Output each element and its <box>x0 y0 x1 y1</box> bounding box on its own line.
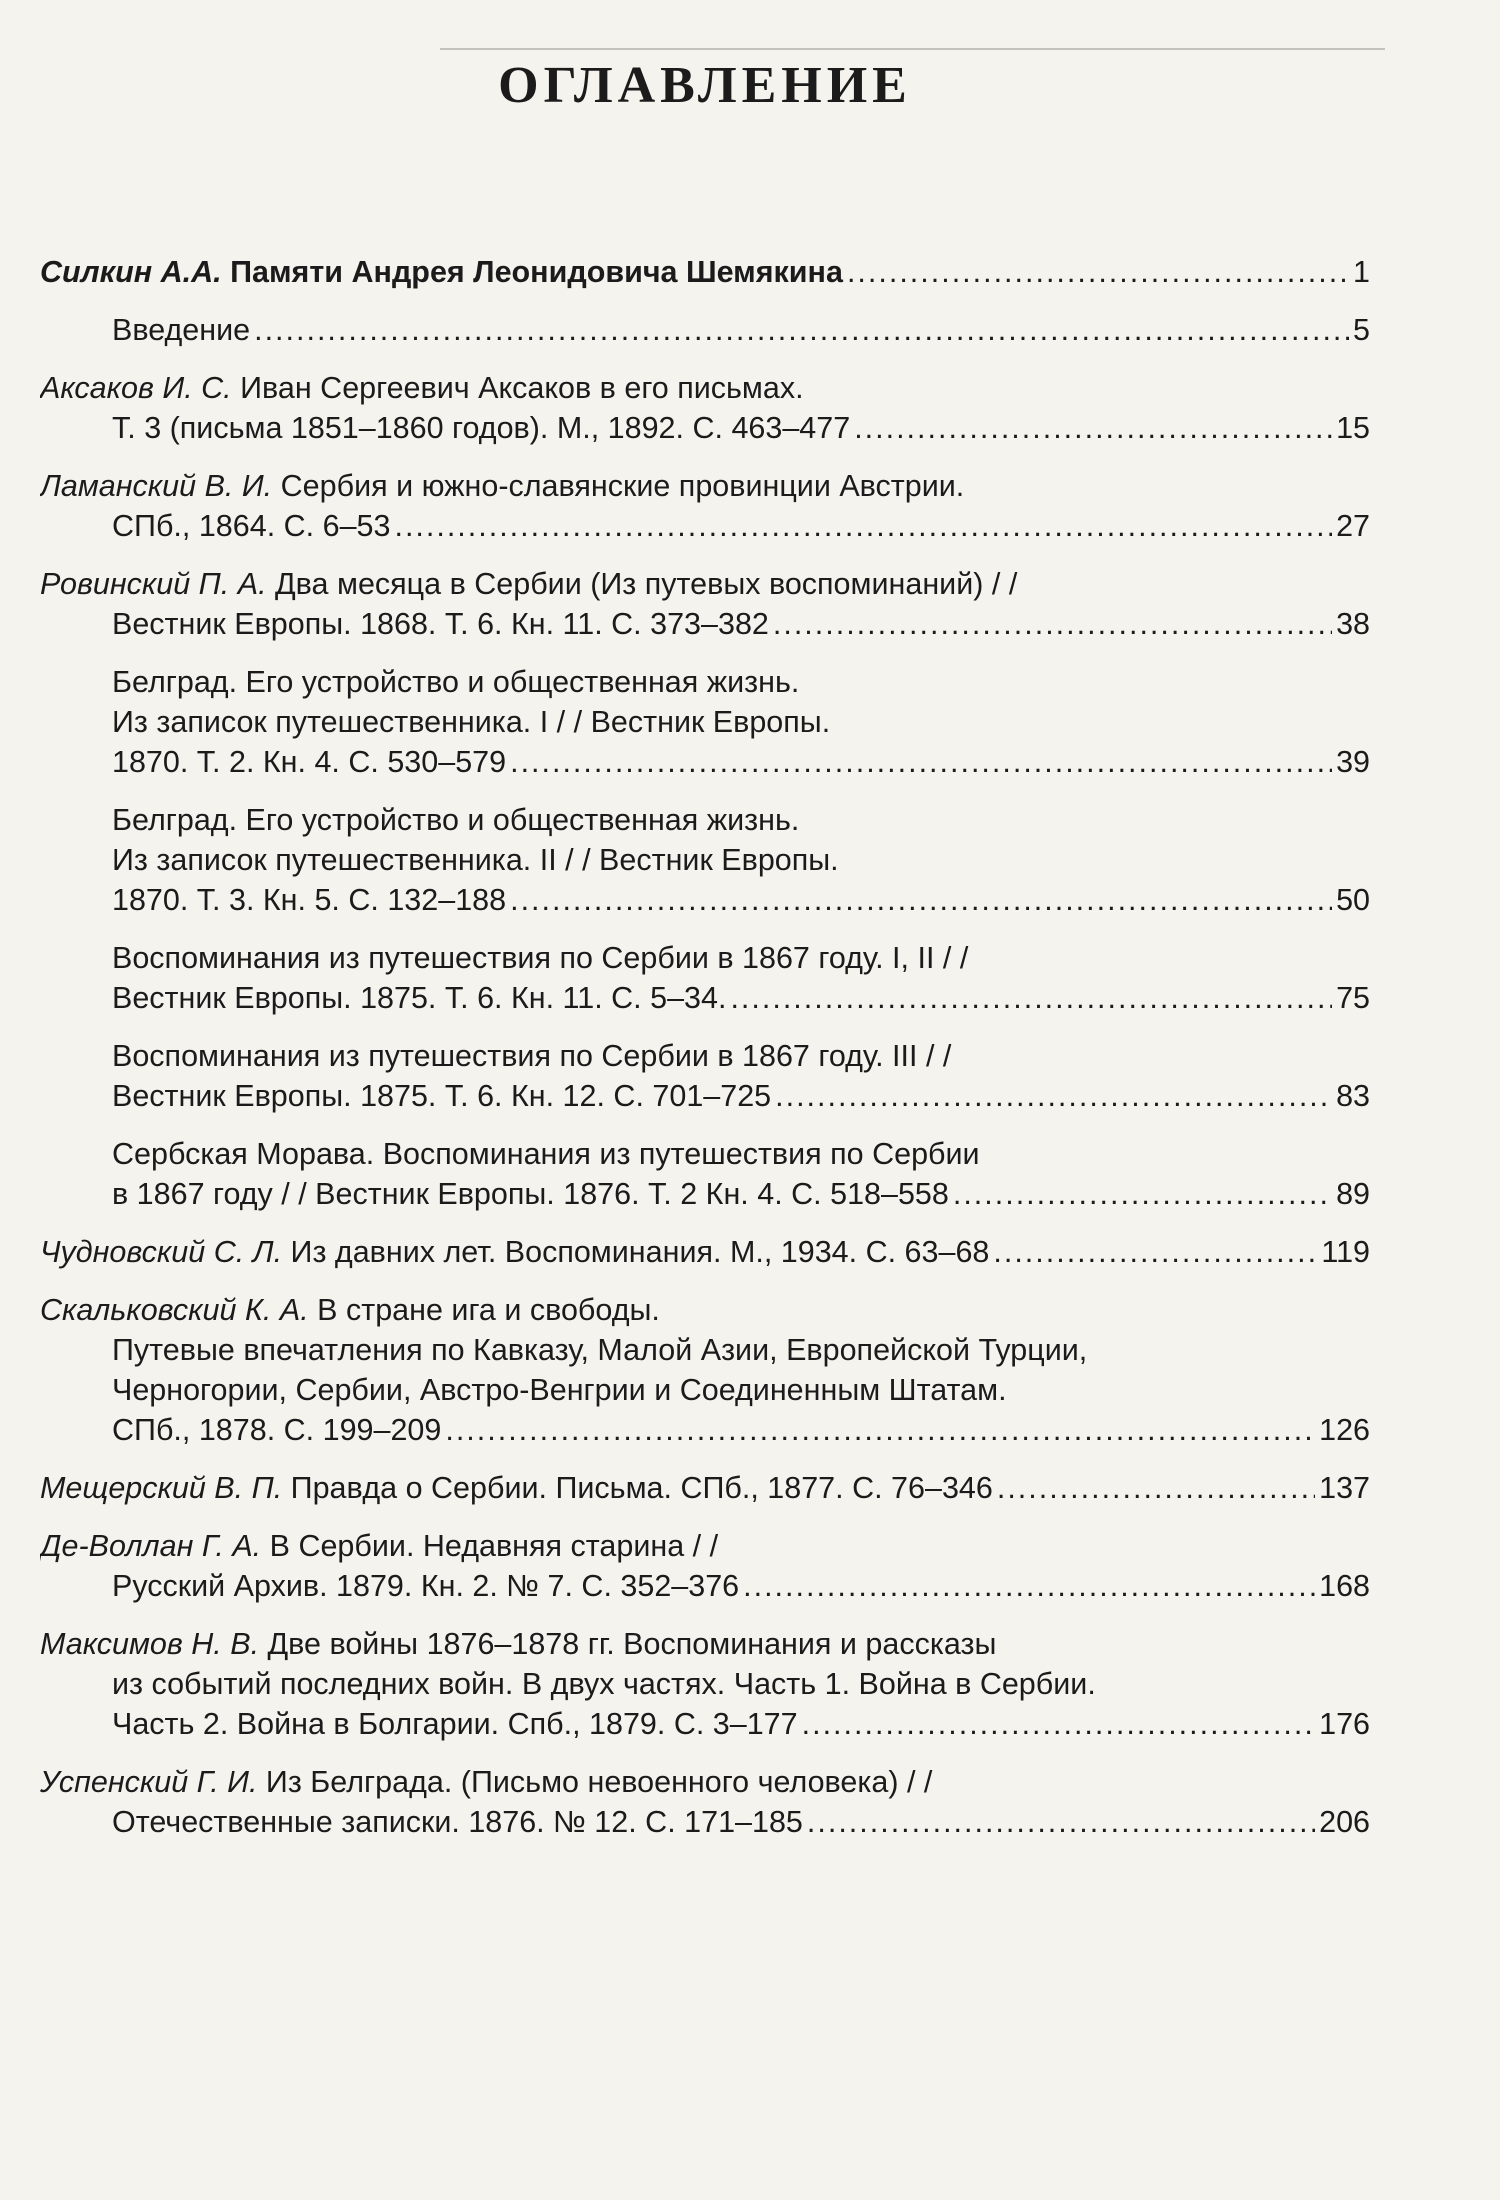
toc-author: Чудновский С. Л. <box>40 1235 283 1269</box>
toc-entry-line <box>40 1704 1370 1744</box>
page-number: 38 <box>1336 607 1370 641</box>
page-number: 5 <box>1353 313 1370 347</box>
dot-leader <box>445 1410 1315 1450</box>
toc-title: в 1867 году / / Вестник Европы. 1876. Т. 2 Кн. 4. С. 518–558 <box>112 1177 949 1211</box>
page-number: 1 <box>1353 255 1370 289</box>
toc-entry <box>40 466 1370 546</box>
toc-entry-head <box>40 368 1370 408</box>
header-rule <box>440 48 1385 50</box>
table-of-contents <box>40 252 1370 1842</box>
toc-entry <box>40 1290 1370 1450</box>
page-number: 75 <box>1336 981 1370 1015</box>
dot-leader <box>510 742 1332 782</box>
dot-leader <box>254 310 1349 350</box>
toc-entry-line: Белград. Его устройство и общественная жизнь. <box>112 665 800 699</box>
toc-entry-line <box>40 310 1370 350</box>
page-title: ОГЛАВЛЕНИЕ <box>498 57 912 114</box>
dot-leader <box>773 604 1332 644</box>
toc-entry <box>40 1134 1370 1214</box>
toc-title: Правда о Сербии. Письма. СПб., 1877. С. 76–346 <box>282 1471 993 1505</box>
toc-title: Памяти Андрея Леонидовича Шемякина <box>221 255 843 289</box>
toc-author: Ламанский В. И. <box>40 469 273 503</box>
page-number: 27 <box>1336 509 1370 543</box>
toc-entry <box>40 1036 1370 1116</box>
toc-author: Ровинский П. А. <box>40 567 267 601</box>
toc-author: Аксаков И. С. <box>40 371 232 405</box>
toc-entry <box>40 800 1370 920</box>
dot-leader <box>953 1174 1332 1214</box>
toc-entry-head <box>40 1290 1370 1330</box>
page-number: 137 <box>1319 1471 1370 1505</box>
toc-entry-line <box>40 1174 1370 1214</box>
toc-author: Максимов Н. В. <box>40 1627 260 1661</box>
page-number: 39 <box>1336 745 1370 779</box>
toc-title: Две войны 1876–1878 гг. Воспоминания и рассказы <box>259 1627 997 1661</box>
toc-entry-line: Из записок путешественника. I / / Вестник Европы. <box>112 705 831 739</box>
toc-entry-line: Воспоминания из путешествия по Сербии в 1867 году. III / / <box>112 1039 952 1073</box>
toc-entry <box>40 1232 1370 1272</box>
toc-title: СПб., 1878. С. 199–209 <box>112 1413 442 1447</box>
page-number: 168 <box>1319 1569 1370 1603</box>
toc-entry-line <box>40 1468 1370 1508</box>
dot-leader <box>730 978 1332 1018</box>
page-number: 50 <box>1336 883 1370 917</box>
toc-title: Из Белграда. (Письмо невоенного человека) / / <box>257 1765 933 1799</box>
toc-entry <box>40 938 1370 1018</box>
toc-entry-line <box>40 408 1370 448</box>
dot-leader <box>802 1704 1315 1744</box>
page-number: 126 <box>1319 1413 1370 1447</box>
toc-author: Успенский Г. И. <box>40 1765 258 1799</box>
toc-entry-head <box>40 1624 1370 1664</box>
toc-title: Русский Архив. 1879. Кн. 2. № 7. С. 352–376 <box>112 1569 740 1603</box>
page-number: 89 <box>1336 1177 1370 1211</box>
dot-leader <box>510 880 1332 920</box>
toc-title: Сербия и южно-славянские провинции Австрии. <box>272 469 965 503</box>
toc-title: Иван Сергеевич Аксаков в его письмах. <box>231 371 804 405</box>
toc-entry-line <box>40 742 1370 782</box>
toc-entry <box>40 1526 1370 1606</box>
page-number: 83 <box>1336 1079 1370 1113</box>
toc-entry-line <box>40 1076 1370 1116</box>
dot-leader <box>743 1566 1315 1606</box>
toc-title: Вестник Европы. 1868. Т. 6. Кн. 11. С. 373–382 <box>112 607 769 641</box>
toc-title: 1870. Т. 3. Кн. 5. С. 132–188 <box>112 883 507 917</box>
dot-leader <box>394 506 1332 546</box>
toc-entry-line: Воспоминания из путешествия по Сербии в 1867 году. I, II / / <box>112 941 969 975</box>
toc-entry-line <box>40 604 1370 644</box>
page-number: 119 <box>1321 1235 1370 1269</box>
toc-entry-line <box>40 1410 1370 1450</box>
toc-title: В стране ига и свободы. <box>308 1293 660 1327</box>
toc-entry-head <box>40 466 1370 506</box>
toc-author: Силкин А.А. <box>40 255 222 289</box>
page-number: 176 <box>1319 1707 1370 1741</box>
toc-entry-line: Из записок путешественника. II / / Вестник Европы. <box>112 843 839 877</box>
toc-title: СПб., 1864. С. 6–53 <box>112 509 391 543</box>
toc-entry-line <box>40 506 1370 546</box>
toc-entry <box>40 1468 1370 1508</box>
dot-leader <box>854 408 1332 448</box>
toc-author: Мещерский В. П. <box>40 1471 283 1505</box>
dot-leader <box>997 1468 1315 1508</box>
toc-entry-line <box>40 252 1370 292</box>
toc-entry-line <box>40 880 1370 920</box>
toc-title: Отечественные записки. 1876. № 12. С. 171–185 <box>112 1805 803 1839</box>
toc-entry-line: из событий последних войн. В двух частях. Часть 1. Война в Сербии. <box>112 1667 1096 1701</box>
toc-author: Де-Воллан Г. А. <box>40 1529 262 1563</box>
toc-entry-line <box>40 978 1370 1018</box>
toc-entry-line <box>40 1232 1370 1272</box>
toc-entry <box>40 1624 1370 1744</box>
toc-entry-head <box>40 1526 1370 1566</box>
toc-entry <box>40 564 1370 644</box>
toc-title: Два месяца в Сербии (Из путевых воспоминаний) / / <box>266 567 1018 601</box>
toc-title: Вестник Европы. 1875. Т. 6. Кн. 11. С. 5–34. <box>112 981 727 1015</box>
toc-entry-line <box>40 1566 1370 1606</box>
toc-entry-line: Путевые впечатления по Кавказу, Малой Азии, Европейской Турции, <box>112 1333 1088 1367</box>
toc-entry-head <box>40 1762 1370 1802</box>
toc-entry-line: Белград. Его устройство и общественная жизнь. <box>112 803 800 837</box>
toc-author: Скальковский К. А. <box>40 1293 309 1327</box>
toc-title: Часть 2. Война в Болгарии. Спб., 1879. С. 3–177 <box>112 1707 798 1741</box>
toc-title: Введение <box>112 313 251 347</box>
toc-entry <box>40 252 1370 292</box>
toc-entry-head <box>40 564 1370 604</box>
toc-entry-line: Черногории, Сербии, Австро-Венгрии и Соединенным Штатам. <box>112 1373 1007 1407</box>
toc-entry-line <box>40 1802 1370 1842</box>
toc-entry <box>40 662 1370 782</box>
page-number: 206 <box>1319 1805 1370 1839</box>
page-number: 15 <box>1336 411 1370 445</box>
dot-leader <box>847 252 1349 292</box>
toc-entry-line: Сербская Морава. Воспоминания из путешествия по Сербии <box>112 1137 980 1171</box>
toc-title: 1870. Т. 2. Кн. 4. С. 530–579 <box>112 745 507 779</box>
toc-title: В Сербии. Недавняя старина / / <box>261 1529 719 1563</box>
toc-title: Из давних лет. Воспоминания. М., 1934. С. 63–68 <box>282 1235 990 1269</box>
toc-entry <box>40 368 1370 448</box>
dot-leader <box>775 1076 1332 1116</box>
dot-leader <box>993 1232 1317 1272</box>
toc-title: Вестник Европы. 1875. Т. 6. Кн. 12. С. 701–725 <box>112 1079 772 1113</box>
toc-title: Т. 3 (письма 1851–1860 годов). М., 1892. С. 463–477 <box>112 411 851 445</box>
toc-entry <box>40 1762 1370 1842</box>
dot-leader <box>807 1802 1315 1842</box>
toc-entry <box>40 310 1370 350</box>
